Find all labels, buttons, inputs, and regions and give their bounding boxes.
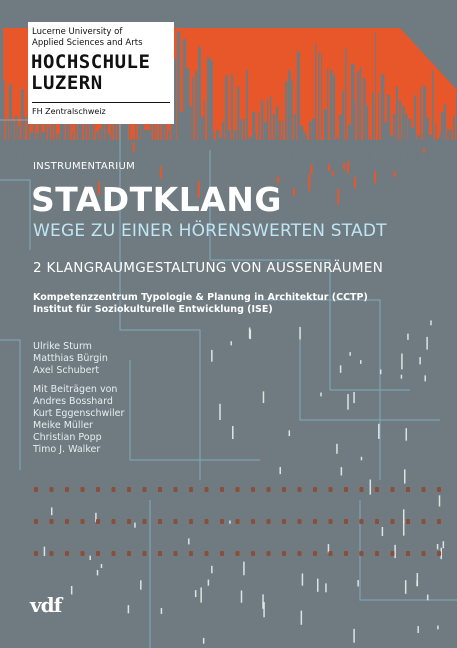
dot-pattern — [34, 487, 441, 556]
dot — [282, 487, 286, 492]
logo-name-line2: LUZERN — [31, 72, 103, 94]
dot — [282, 551, 286, 556]
spike — [408, 119, 411, 160]
dot — [174, 551, 178, 556]
logo-university-line1: Lucerne University of — [32, 27, 123, 37]
orange-mark — [308, 174, 310, 190]
scatter-mark — [302, 573, 304, 585]
dot — [96, 519, 100, 524]
orange-mark — [393, 171, 395, 177]
dot — [220, 519, 224, 524]
dot — [189, 551, 193, 556]
logo-division: FH Zentralschweiz — [32, 107, 106, 116]
scatter-mark — [360, 360, 362, 364]
spike — [180, 112, 183, 160]
dot — [251, 487, 255, 492]
dot — [205, 519, 209, 524]
dot — [112, 487, 116, 492]
spike — [273, 114, 275, 160]
dot — [267, 487, 271, 492]
dot — [437, 551, 441, 556]
scatter-mark — [230, 341, 232, 345]
dot — [81, 551, 85, 556]
dot — [391, 487, 395, 492]
dot — [329, 487, 333, 492]
scatter-mark — [404, 469, 406, 483]
scatter-mark — [232, 426, 234, 439]
dot — [174, 487, 178, 492]
dot — [313, 519, 317, 524]
scatter-mark — [161, 608, 163, 614]
scatter-mark — [211, 566, 213, 573]
orange-mark — [293, 188, 295, 196]
scatter-mark — [405, 580, 407, 594]
book-subtitle: WEGE ZU EINER HÖRENSWERTEN STADT — [33, 221, 387, 241]
dot — [251, 519, 255, 524]
orange-mark — [423, 148, 425, 152]
dot — [236, 487, 240, 492]
spike — [441, 112, 444, 160]
spike — [324, 109, 327, 160]
dot — [391, 551, 395, 556]
contributor-name: Meike Müller — [33, 420, 93, 431]
dot — [375, 519, 379, 524]
dot — [236, 519, 240, 524]
dot — [81, 519, 85, 524]
dot — [34, 551, 38, 556]
dot — [406, 551, 410, 556]
dot — [65, 551, 69, 556]
scatter-mark — [380, 369, 382, 374]
orange-mark — [332, 171, 334, 176]
spike — [243, 119, 245, 160]
dot — [34, 487, 38, 492]
dot — [267, 519, 271, 524]
scatter-mark — [403, 521, 405, 536]
scatter-mark — [419, 357, 421, 364]
dot — [282, 519, 286, 524]
dot — [236, 551, 240, 556]
dot — [158, 551, 162, 556]
contributor-name: Andres Bosshard — [33, 396, 113, 407]
spike — [339, 115, 342, 160]
spike — [405, 114, 408, 160]
spike — [15, 116, 18, 160]
spike — [162, 120, 164, 160]
volume-title: 2 KLANGRAUMGESTALTUNG VON AUSSENRÄUMEN — [33, 260, 384, 276]
dot — [406, 487, 410, 492]
contributor-name: Timo J. Walker — [33, 444, 101, 455]
dot — [437, 487, 441, 492]
scatter-mark — [263, 391, 265, 403]
contributor-name: Christian Popp — [33, 432, 102, 443]
dot — [81, 487, 85, 492]
dot — [298, 487, 302, 492]
scatter-mark — [101, 564, 103, 568]
spike — [24, 117, 25, 160]
dot — [251, 551, 255, 556]
dot — [344, 487, 348, 492]
contributor-name: Kurt Eggenschwiler — [33, 408, 125, 419]
scatter-mark — [97, 570, 99, 575]
dot — [298, 519, 302, 524]
orange-mark — [374, 171, 376, 183]
spike — [201, 117, 204, 160]
orange-mark — [160, 166, 162, 178]
dot — [313, 551, 317, 556]
dot — [329, 551, 333, 556]
series-label: INSTRUMENTARIUM — [33, 161, 136, 172]
author-name: Matthias Bürgin — [33, 353, 108, 364]
dot — [34, 519, 38, 524]
scatter-mark — [195, 590, 197, 597]
spike — [294, 114, 296, 160]
orange-mark — [337, 189, 339, 205]
scatter-mark — [241, 591, 243, 603]
spike — [258, 113, 259, 160]
spike-base — [0, 140, 457, 152]
dot — [50, 519, 54, 524]
scatter-mark — [349, 352, 351, 356]
spike — [60, 119, 63, 160]
scatter-mark — [336, 444, 338, 454]
spike — [393, 114, 395, 160]
scatter-marks — [44, 320, 444, 643]
dot — [360, 487, 364, 492]
dot — [50, 487, 54, 492]
scatter-mark — [134, 523, 136, 528]
dot — [437, 519, 441, 524]
scatter-mark — [299, 327, 301, 340]
scatter-mark — [229, 521, 231, 524]
spike — [240, 119, 242, 160]
contributors-heading: Mit Beiträgen von — [33, 384, 118, 395]
scatter-mark — [427, 595, 429, 601]
scatter-mark — [140, 580, 142, 589]
dot — [422, 551, 426, 556]
dot — [205, 487, 209, 492]
scatter-mark — [406, 428, 408, 441]
dot — [344, 551, 348, 556]
scatter-mark — [71, 586, 73, 595]
dot — [422, 519, 426, 524]
scatter-mark — [208, 580, 210, 586]
scatter-mark — [289, 430, 291, 436]
dot — [189, 519, 193, 524]
scatter-mark — [128, 605, 130, 613]
scatter-mark — [341, 467, 343, 475]
author-name: Ulrike Sturm — [33, 341, 92, 352]
orange-mark — [347, 161, 349, 174]
scatter-mark — [353, 629, 355, 643]
dot — [143, 487, 147, 492]
scatter-mark — [437, 626, 439, 630]
dot — [65, 519, 69, 524]
spike — [453, 116, 455, 160]
scatter-mark — [401, 353, 403, 369]
dot — [127, 551, 131, 556]
scatter-mark — [382, 527, 384, 536]
scatter-mark — [200, 587, 202, 602]
dot — [360, 551, 364, 556]
dot — [205, 551, 209, 556]
scatter-mark — [263, 602, 265, 617]
logo-name-line1: HOCHSCHULE — [31, 51, 151, 73]
scatter-mark — [89, 556, 91, 560]
scatter-mark — [325, 583, 327, 592]
scatter-mark — [426, 337, 428, 350]
spike — [312, 119, 315, 160]
dot — [267, 551, 271, 556]
logo-divider — [32, 102, 170, 103]
dot — [375, 487, 379, 492]
scatter-mark — [439, 495, 441, 506]
institution-line: Institut für Soziokulturelle Entwicklung (ISE) — [33, 304, 273, 315]
scatter-mark — [44, 547, 46, 556]
scatter-mark — [437, 544, 439, 549]
publisher-logo: vdf — [30, 593, 62, 617]
orange-mark — [311, 164, 313, 174]
dot — [406, 519, 410, 524]
scatter-mark — [188, 538, 190, 544]
dot — [143, 519, 147, 524]
scatter-mark — [370, 480, 372, 495]
dot — [329, 519, 333, 524]
dot — [313, 487, 317, 492]
hslu-logo — [28, 22, 174, 124]
scatter-mark — [424, 375, 426, 381]
scatter-mark — [430, 320, 432, 325]
scatter-mark — [301, 611, 303, 625]
scatter-mark — [361, 457, 363, 460]
orange-mark — [438, 132, 440, 137]
book-title: STADTKLANG — [31, 180, 283, 219]
dot — [50, 551, 54, 556]
dot — [375, 551, 379, 556]
dot — [96, 551, 100, 556]
dot — [127, 519, 131, 524]
scatter-mark — [378, 424, 380, 439]
scatter-mark — [417, 626, 419, 633]
orange-mark — [133, 142, 135, 152]
logo-university-line2: Applied Sciences and Arts — [32, 38, 143, 48]
scatter-mark — [317, 579, 319, 592]
scatter-mark — [347, 394, 349, 410]
dot — [220, 487, 224, 492]
dot — [344, 519, 348, 524]
dot — [360, 519, 364, 524]
scatter-mark — [203, 638, 205, 644]
scatter-mark — [211, 350, 213, 362]
scatter-mark — [353, 392, 355, 403]
scatter-mark — [443, 541, 445, 548]
dot — [158, 519, 162, 524]
scatter-mark — [51, 507, 53, 515]
institution-line: Kompetenzzentrum Typologie & Planung in Architektur (CCTP) — [33, 292, 368, 303]
dot — [158, 487, 162, 492]
dot — [112, 519, 116, 524]
scatter-mark — [357, 580, 359, 586]
scatter-mark — [279, 467, 281, 474]
scatter-mark — [394, 545, 396, 558]
dot — [96, 487, 100, 492]
dot — [174, 519, 178, 524]
spike — [252, 112, 255, 160]
dot — [143, 551, 147, 556]
dot — [127, 487, 131, 492]
dot — [298, 551, 302, 556]
scatter-mark — [401, 375, 403, 379]
orange-mark — [354, 177, 356, 188]
dot — [65, 487, 69, 492]
spike — [6, 119, 8, 160]
scatter-mark — [219, 404, 221, 420]
dot — [391, 519, 395, 524]
spike — [426, 117, 429, 160]
dot — [189, 487, 193, 492]
dot — [422, 487, 426, 492]
dot — [112, 551, 116, 556]
orange-mark — [343, 163, 345, 170]
scatter-mark — [243, 562, 245, 576]
scatter-mark — [340, 365, 342, 373]
scatter-mark — [320, 393, 322, 397]
orange-mark — [328, 164, 330, 171]
author-name: Axel Schubert — [33, 365, 100, 376]
dot — [220, 551, 224, 556]
scatter-mark — [407, 334, 409, 340]
scatter-mark — [249, 327, 251, 338]
scatter-mark — [416, 580, 418, 586]
